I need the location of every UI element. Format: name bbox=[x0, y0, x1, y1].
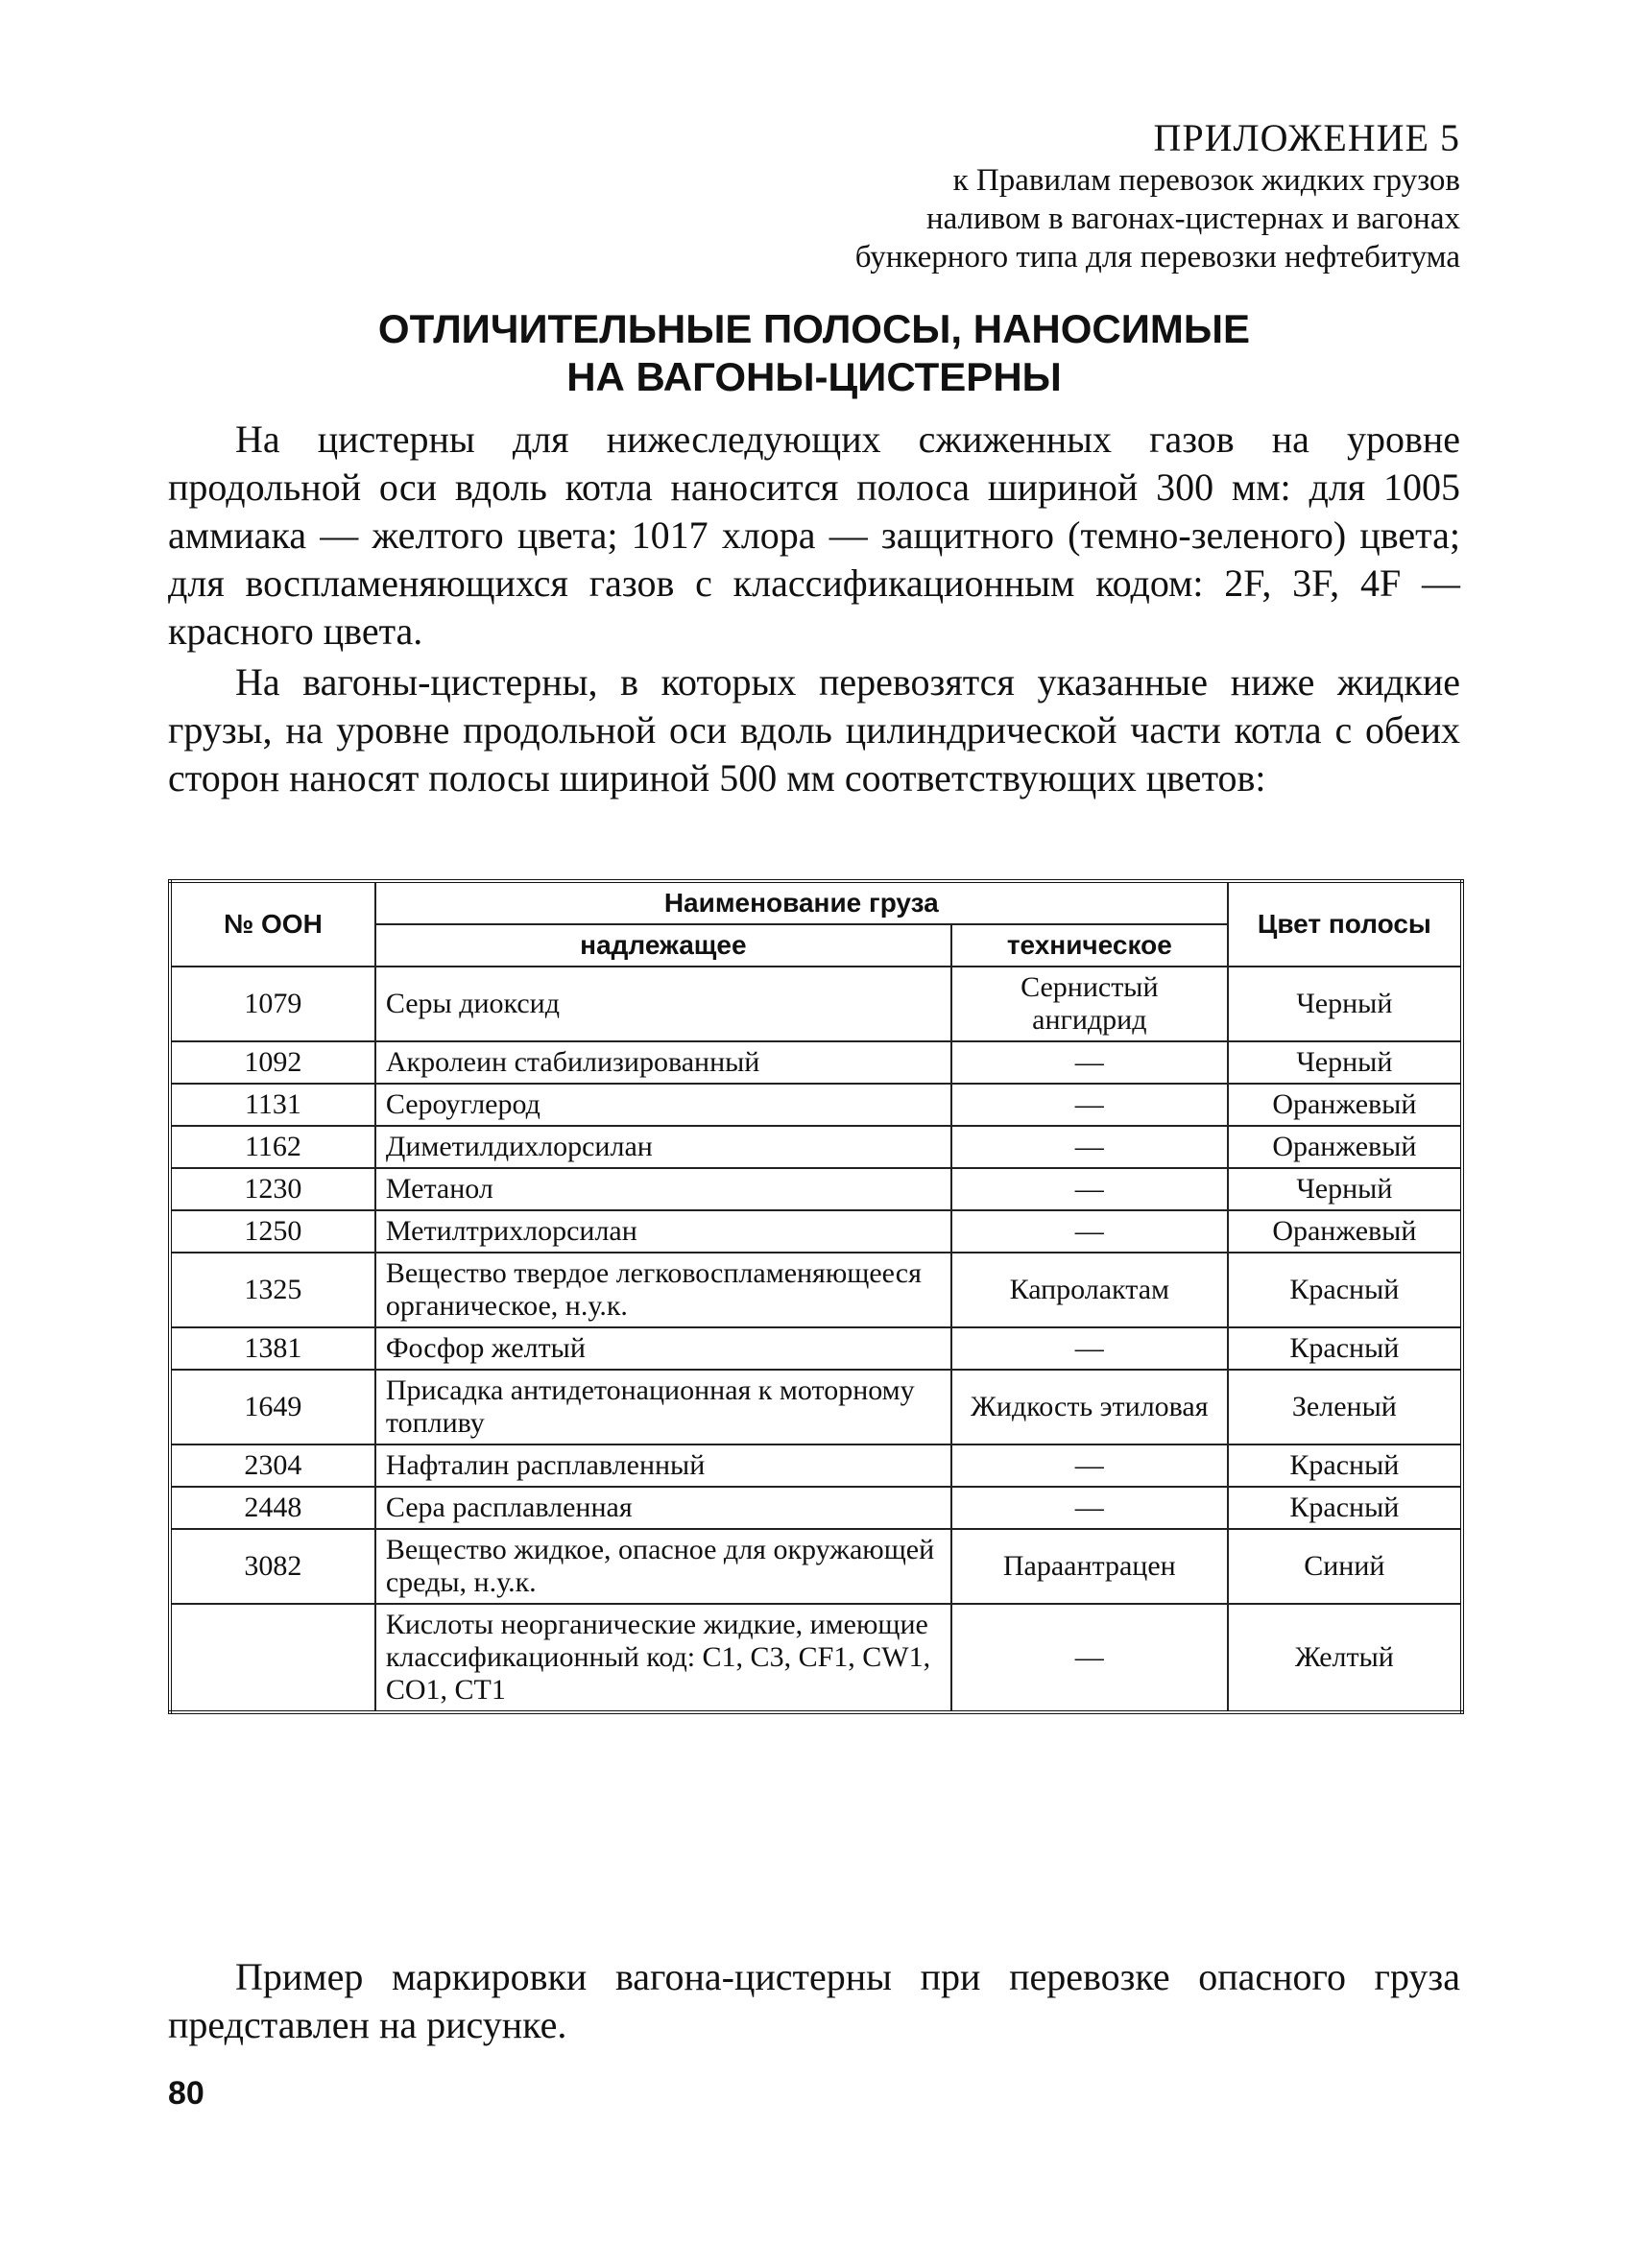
heading-line: ОТЛИЧИТЕЛЬНЫЕ ПОЛОСЫ, НАНОСИМЫЕ bbox=[377, 306, 1251, 351]
cell-un-number: 1131 bbox=[170, 1084, 375, 1126]
cell-proper-name: Кислоты неорганические жидкие, имеющие классификационный код: C1, C3, CF1, CW1, CO1, CT1 bbox=[375, 1604, 951, 1712]
paragraph-closing: Пример маркировки вагона-цистерны при перевозке опасного груза представлен на рисунке. bbox=[168, 1955, 1460, 2046]
cell-technical-name: — bbox=[951, 1444, 1228, 1487]
cell-technical-name: — bbox=[951, 1487, 1228, 1529]
table-row bbox=[170, 1444, 1462, 1487]
cell-proper-name: Вещество жидкое, опасное для окружающей среды, н.у.к. bbox=[375, 1529, 951, 1604]
cell-un-number: 2448 bbox=[170, 1487, 375, 1529]
cell-stripe-color: Синий bbox=[1228, 1529, 1462, 1604]
cell-stripe-color: Красный bbox=[1228, 1444, 1462, 1487]
cell-un-number: 2304 bbox=[170, 1444, 375, 1487]
table-row bbox=[170, 1604, 1462, 1712]
cell-stripe-color: Черный bbox=[1228, 1041, 1462, 1084]
cell-un-number: 1230 bbox=[170, 1168, 375, 1210]
appendix-line: к Правилам перевозок жидких грузов bbox=[952, 163, 1460, 198]
appendix-line: бункерного типа для перевозки нефтебитума bbox=[854, 240, 1460, 275]
header-technical-name: техническое bbox=[951, 924, 1228, 967]
cell-stripe-color: Оранжевый bbox=[1228, 1126, 1462, 1168]
table-row bbox=[170, 1126, 1462, 1168]
cell-technical-name: Параантрацен bbox=[951, 1529, 1228, 1604]
cell-un-number: 1092 bbox=[170, 1041, 375, 1084]
table-row bbox=[170, 1529, 1462, 1604]
cell-un-number: 1079 bbox=[170, 967, 375, 1041]
table-row bbox=[170, 1041, 1462, 1084]
cell-proper-name: Присадка антидетонационная к моторному топливу bbox=[375, 1370, 951, 1444]
cell-technical-name: — bbox=[951, 1210, 1228, 1253]
cell-technical-name: — bbox=[951, 1041, 1228, 1084]
cell-proper-name: Метанол bbox=[375, 1168, 951, 1210]
cell-technical-name: — bbox=[951, 1327, 1228, 1370]
cell-un-number: 1325 bbox=[170, 1253, 375, 1327]
table-row bbox=[170, 1210, 1462, 1253]
header-cargo-name: Наименование груза bbox=[375, 881, 1228, 924]
header-stripe-color: Цвет полосы bbox=[1228, 881, 1462, 967]
cell-proper-name: Метилтрихлорсилан bbox=[375, 1210, 951, 1253]
cell-un-number bbox=[170, 1604, 375, 1712]
page-number: 80 bbox=[168, 2075, 204, 2112]
heading-line: НА ВАГОНЫ-ЦИСТЕРНЫ bbox=[566, 354, 1062, 399]
section-heading bbox=[168, 305, 1460, 401]
cell-technical-name: Капролактам bbox=[951, 1253, 1228, 1327]
table-body bbox=[170, 967, 1462, 1712]
stripe-color-table bbox=[168, 879, 1464, 1714]
cell-stripe-color: Красный bbox=[1228, 1253, 1462, 1327]
table-row bbox=[170, 1084, 1462, 1126]
cell-stripe-color: Черный bbox=[1228, 1168, 1462, 1210]
header-un-number: № ООН bbox=[170, 881, 375, 967]
appendix-header bbox=[855, 115, 1460, 276]
cell-technical-name: — bbox=[951, 1126, 1228, 1168]
cell-un-number: 3082 bbox=[170, 1529, 375, 1604]
cell-stripe-color: Желтый bbox=[1228, 1604, 1462, 1712]
paragraph-liquid-cargo: На вагоны-цистерны, в которых перевозятся указанные ниже жидкие грузы, на уровне продольной оси вдоль цилиндрической части котла с обеих сторон наносят полосы шириной 500 мм соответствующих цветов: bbox=[168, 660, 1460, 800]
cell-proper-name: Сера расплавленная bbox=[375, 1487, 951, 1529]
cell-technical-name: Сернистый ангидрид bbox=[951, 967, 1228, 1041]
appendix-title: ПРИЛОЖЕНИЕ 5 bbox=[1153, 116, 1460, 159]
cell-proper-name: Серы диоксид bbox=[375, 967, 951, 1041]
cell-proper-name: Вещество твердое легковоспламеняющееся органическое, н.у.к. bbox=[375, 1253, 951, 1327]
table-row bbox=[170, 1487, 1462, 1529]
cell-proper-name: Нафталин расплавленный bbox=[375, 1444, 951, 1487]
cell-technical-name: — bbox=[951, 1604, 1228, 1712]
cell-technical-name: — bbox=[951, 1168, 1228, 1210]
table-row bbox=[170, 1253, 1462, 1327]
table-row bbox=[170, 1168, 1462, 1210]
cell-stripe-color: Зеленый bbox=[1228, 1370, 1462, 1444]
cell-proper-name: Акролеин стабилизированный bbox=[375, 1041, 951, 1084]
table-row bbox=[170, 967, 1462, 1041]
cell-stripe-color: Оранжевый bbox=[1228, 1210, 1462, 1253]
cell-un-number: 1381 bbox=[170, 1327, 375, 1370]
paragraph-liquefied-gases: На цистерны для нижеследующих сжиженных газов на уровне продольной оси вдоль котла наносится полоса шириной 300 мм: для 1005 аммиака — желтого цвета; 1017 хлора — защитного (темно-зеленого) цвета; для воспламеняющихся газов с классификационным кодом: 2F, 3F, 4F — красного цвета. bbox=[168, 418, 1460, 653]
cell-stripe-color: Красный bbox=[1228, 1327, 1462, 1370]
cell-un-number: 1162 bbox=[170, 1126, 375, 1168]
cell-stripe-color: Оранжевый bbox=[1228, 1084, 1462, 1126]
header-proper-name: надлежащее bbox=[375, 924, 951, 967]
cell-un-number: 1250 bbox=[170, 1210, 375, 1253]
cell-technical-name: Жидкость этиловая bbox=[951, 1370, 1228, 1444]
cell-proper-name: Сероуглерод bbox=[375, 1084, 951, 1126]
cell-un-number: 1649 bbox=[170, 1370, 375, 1444]
cell-stripe-color: Красный bbox=[1228, 1487, 1462, 1529]
cell-technical-name: — bbox=[951, 1084, 1228, 1126]
cell-proper-name: Фосфор желтый bbox=[375, 1327, 951, 1370]
table-row bbox=[170, 1370, 1462, 1444]
appendix-line: наливом в вагонах-цистернах и вагонах bbox=[925, 202, 1460, 236]
table-row bbox=[170, 1327, 1462, 1370]
cell-proper-name: Диметилдихлорсилан bbox=[375, 1126, 951, 1168]
cell-stripe-color: Черный bbox=[1228, 967, 1462, 1041]
